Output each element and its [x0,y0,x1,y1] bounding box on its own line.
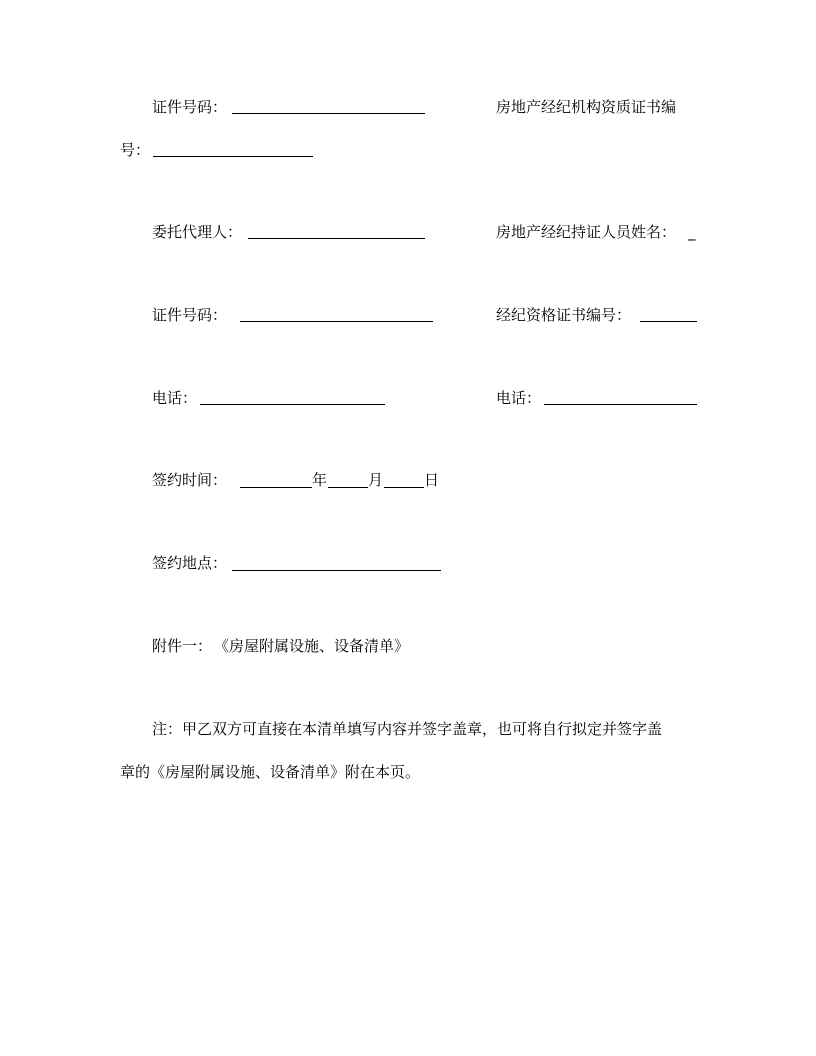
day-label: 日 [424,471,440,489]
year-label: 年 [312,471,328,489]
cert-no-label-1: 证件号码： [152,98,228,116]
attachment-title: 《房屋附属设施、设备清单》 [214,637,410,655]
broker-cert-no-label: 经纪资格证书编号： [496,306,632,324]
sign-day-field[interactable] [384,487,424,488]
phone-label-left: 电话： [152,389,198,407]
agent-label: 委托代理人： [152,223,243,241]
sign-year-field[interactable] [240,487,312,488]
sign-place-label: 签约地点： [152,554,228,572]
phone-field-right[interactable] [544,404,697,405]
broker-name-label: 房地产经纪持证人员姓名： [496,223,677,241]
sign-time-label: 签约时间： [152,471,228,489]
cert-no-field-1[interactable] [232,113,425,114]
cert-no-label-2: 证件号码： [152,306,228,324]
sign-month-field[interactable] [328,487,368,488]
agency-cert-no-field[interactable] [153,156,313,157]
sign-place-field[interactable] [232,570,441,571]
broker-name-field[interactable]: _ [688,223,696,241]
note-line-2: 章的《房屋附属设施、设备清单》附在本页。 [120,763,421,781]
phone-field-left[interactable] [200,404,385,405]
phone-label-right: 电话： [496,389,542,407]
broker-cert-no-field[interactable] [640,321,697,322]
agency-cert-no-label: 房地产经纪机构资质证书编 [496,98,677,116]
agency-cert-no-label-cont: 号： [120,141,151,159]
cert-no-field-2[interactable] [240,321,433,322]
attachment-label: 附件一： [152,637,213,655]
month-label: 月 [368,471,384,489]
agent-field[interactable] [248,238,425,239]
note-line-1: 注：甲乙双方可直接在本清单填写内容并签字盖章，也可将自行拟定并签字盖 [152,720,663,738]
